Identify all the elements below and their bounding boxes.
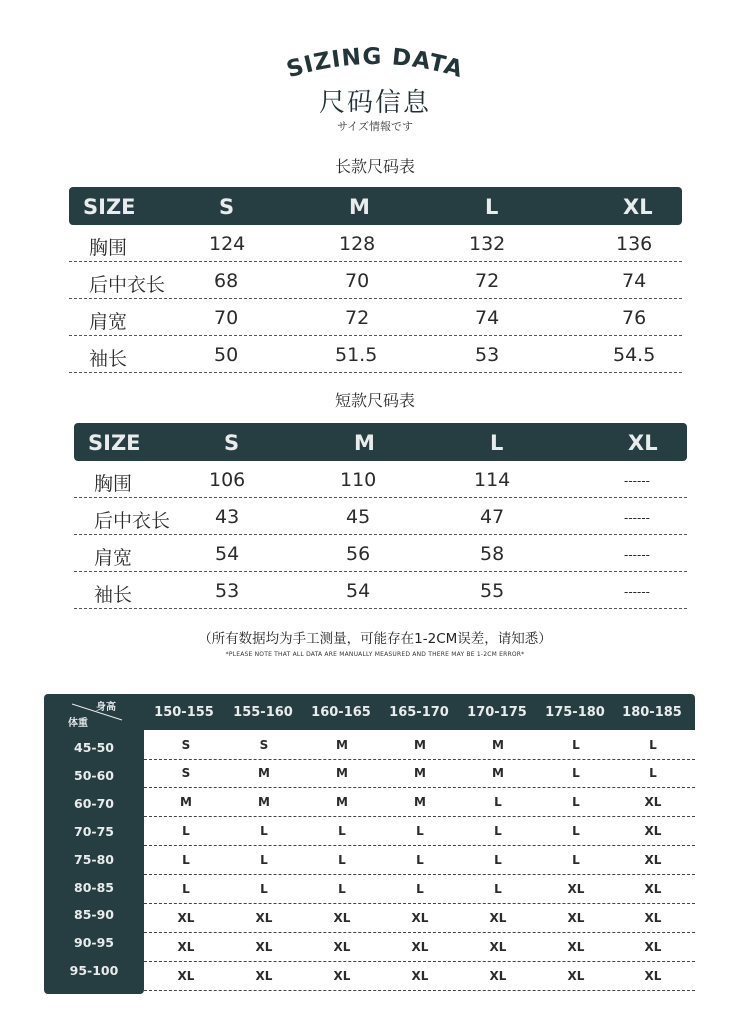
col-s: S: [219, 195, 235, 219]
grid-row: [144, 817, 695, 846]
grid-cell: XL: [567, 940, 585, 954]
table-row: [74, 535, 687, 572]
page-title: 尺码信息: [318, 88, 431, 118]
grid-cell: XL: [489, 969, 507, 983]
weight-row-label: 70-75: [74, 824, 114, 839]
grid-cell: L: [494, 882, 502, 896]
long-table-header: [69, 187, 682, 225]
grid-cell: L: [416, 853, 424, 867]
cell: 132: [469, 233, 506, 255]
grid-cell: XL: [644, 969, 662, 983]
grid-cell: XL: [255, 969, 273, 983]
grid-cell: S: [259, 738, 269, 752]
row-label: 袖长: [89, 348, 128, 370]
height-col: 180-185: [622, 705, 682, 720]
height-col: 170-175: [467, 705, 527, 720]
grid-cell: XL: [489, 911, 507, 925]
grid-cell: XL: [333, 969, 351, 983]
grid-row: [144, 788, 695, 817]
grid-cell: L: [338, 824, 346, 838]
grid-cell: XL: [644, 940, 662, 954]
grid-cell: L: [494, 824, 502, 838]
grid-cell: L: [572, 795, 580, 809]
grid-cell: XL: [644, 795, 662, 809]
grid-cell: M: [414, 738, 426, 752]
weight-row-label: 85-90: [74, 907, 114, 922]
short-table-title: 短款尺码表: [334, 391, 415, 410]
grid-cell: L: [260, 824, 268, 838]
grid-cell: L: [572, 824, 580, 838]
diagonal-divider: [44, 694, 144, 730]
measurement-note: （所有数据均为手工测量，可能存在1-2CM误差，请知悉）: [198, 631, 552, 647]
row-label: 袖长: [94, 584, 133, 606]
cell: 74: [622, 270, 647, 292]
grid-cell: L: [338, 853, 346, 867]
grid-cell: XL: [255, 911, 273, 925]
row-label: 后中衣长: [94, 510, 171, 532]
cell: 51.5: [335, 344, 378, 366]
row-label: 胸围: [94, 473, 133, 495]
cell: 54: [346, 580, 371, 602]
col-l: L: [485, 195, 499, 219]
grid-row: [144, 962, 695, 991]
height-header: [44, 694, 695, 730]
corner-weight-label: 体重: [68, 718, 88, 729]
col-xl: XL: [628, 431, 658, 455]
title-en: SIZING DATA: [283, 43, 467, 84]
grid-cell: L: [572, 853, 580, 867]
grid-cell: L: [649, 738, 657, 752]
grid-cell: XL: [411, 911, 429, 925]
long-size-table: [69, 187, 682, 373]
grid-cell: M: [258, 766, 270, 780]
long-table-title: 长款尺码表: [334, 157, 415, 176]
cell: 53: [475, 344, 500, 366]
weight-row-label: 90-95: [74, 935, 114, 950]
row-label: 胸围: [89, 237, 128, 259]
table-row: [69, 262, 682, 299]
cell: 55: [480, 580, 505, 602]
grid-cell: XL: [411, 940, 429, 954]
svg-text:SIZING DATA: [284, 44, 467, 83]
grid-cell: XL: [567, 969, 585, 983]
corner-cell: [44, 694, 144, 730]
grid-cell: M: [492, 766, 504, 780]
weight-row-label: 95-100: [69, 963, 119, 978]
cell-empty: ------: [624, 548, 650, 562]
cell: 43: [215, 506, 240, 528]
grid-cell: XL: [644, 853, 662, 867]
grid-cell: M: [180, 795, 192, 809]
table-row: [74, 572, 687, 609]
grid-cell: XL: [333, 940, 351, 954]
col-xl: XL: [623, 195, 653, 219]
cell: 114: [474, 469, 511, 491]
row-label: 肩宽: [94, 547, 133, 569]
col-size: SIZE: [88, 431, 141, 455]
grid-cell: XL: [644, 911, 662, 925]
corner-height-label: 身高: [96, 702, 116, 713]
col-s: S: [224, 431, 240, 455]
cell: 76: [622, 307, 647, 329]
grid-cell: L: [260, 853, 268, 867]
cell: 124: [209, 233, 246, 255]
cell-empty: ------: [624, 511, 650, 525]
table-row: [69, 225, 682, 262]
cell: 45: [346, 506, 371, 528]
cell: 136: [616, 233, 653, 255]
grid-cell: L: [182, 882, 190, 896]
cell: 54.5: [613, 344, 656, 366]
cell-empty: ------: [624, 585, 650, 599]
grid-row: [144, 875, 695, 904]
height-col: 150-155: [154, 705, 214, 720]
grid-cell: XL: [489, 940, 507, 954]
grid-row: [144, 846, 695, 875]
weight-row-label: 75-80: [74, 852, 114, 867]
height-col: 160-165: [311, 705, 371, 720]
short-size-table: [74, 423, 687, 609]
grid-cell: XL: [177, 911, 195, 925]
grid-row: [144, 904, 695, 933]
grid-cell: M: [492, 738, 504, 752]
table-row: [74, 461, 687, 498]
col-l: L: [490, 431, 504, 455]
cell: 54: [215, 543, 240, 565]
col-size: SIZE: [83, 195, 136, 219]
table-row: [69, 299, 682, 336]
weight-column: [44, 730, 144, 994]
grid-cell: M: [336, 738, 348, 752]
weight-row-label: 45-50: [74, 740, 114, 755]
measurement-note-en: *PLEASE NOTE THAT ALL DATA ARE MANUALLY MEASURED AND THERE MAY BE 1-2CM ERROR*: [225, 651, 525, 658]
cell: 58: [480, 543, 505, 565]
col-m: M: [349, 195, 370, 219]
grid-cell: XL: [644, 824, 662, 838]
grid-cell: M: [336, 766, 348, 780]
grid-cell: M: [336, 795, 348, 809]
cell: 72: [475, 270, 500, 292]
cell: 74: [475, 307, 500, 329]
cell: 50: [214, 344, 239, 366]
short-table-header: [74, 423, 687, 461]
height-col: 165-170: [389, 705, 449, 720]
grid-cell: M: [414, 766, 426, 780]
grid-cell: L: [494, 795, 502, 809]
grid-cell: L: [494, 853, 502, 867]
grid-cell: XL: [411, 969, 429, 983]
grid-row: [144, 759, 695, 788]
grid-cell: S: [181, 766, 191, 780]
grid-cell: XL: [255, 940, 273, 954]
grid-cell: L: [416, 824, 424, 838]
weight-row-label: 50-60: [74, 768, 114, 783]
cell-empty: ------: [624, 474, 650, 488]
grid-cell: XL: [567, 882, 585, 896]
grid-cell: M: [414, 795, 426, 809]
height-col: 175-180: [545, 705, 605, 720]
grid-cell: S: [181, 738, 191, 752]
grid-cell: L: [182, 824, 190, 838]
grid-cell: XL: [333, 911, 351, 925]
cell: 47: [480, 506, 505, 528]
cell: 70: [345, 270, 370, 292]
grid-cell: L: [572, 738, 580, 752]
table-row: [74, 498, 687, 535]
grid-cell: L: [649, 766, 657, 780]
height-col: 155-160: [233, 705, 293, 720]
grid-cell: XL: [644, 882, 662, 896]
row-label: 肩宽: [89, 311, 128, 333]
cell: 53: [215, 580, 240, 602]
grid-cell: M: [258, 795, 270, 809]
grid-cell: L: [182, 853, 190, 867]
cell: 106: [209, 469, 246, 491]
grid-cell: L: [260, 882, 268, 896]
cell: 70: [214, 307, 239, 329]
weight-row-label: 80-85: [74, 880, 114, 895]
grid-cell: XL: [177, 940, 195, 954]
cell: 128: [339, 233, 376, 255]
cell: 110: [340, 469, 377, 491]
table-row: [69, 336, 682, 373]
cell: 68: [214, 270, 239, 292]
grid-cell: L: [338, 882, 346, 896]
grid-cell: L: [572, 766, 580, 780]
grid-row: [144, 731, 695, 760]
grid-cell: XL: [567, 911, 585, 925]
grid-cell: XL: [177, 969, 195, 983]
cell: 72: [345, 307, 370, 329]
weight-row-label: 60-70: [74, 796, 114, 811]
cell: 56: [346, 543, 371, 565]
page-subtitle: サイズ情報です: [336, 120, 414, 133]
grid-row: [144, 933, 695, 962]
col-m: M: [354, 431, 375, 455]
grid-cell: L: [416, 882, 424, 896]
row-label: 后中衣长: [89, 274, 166, 296]
